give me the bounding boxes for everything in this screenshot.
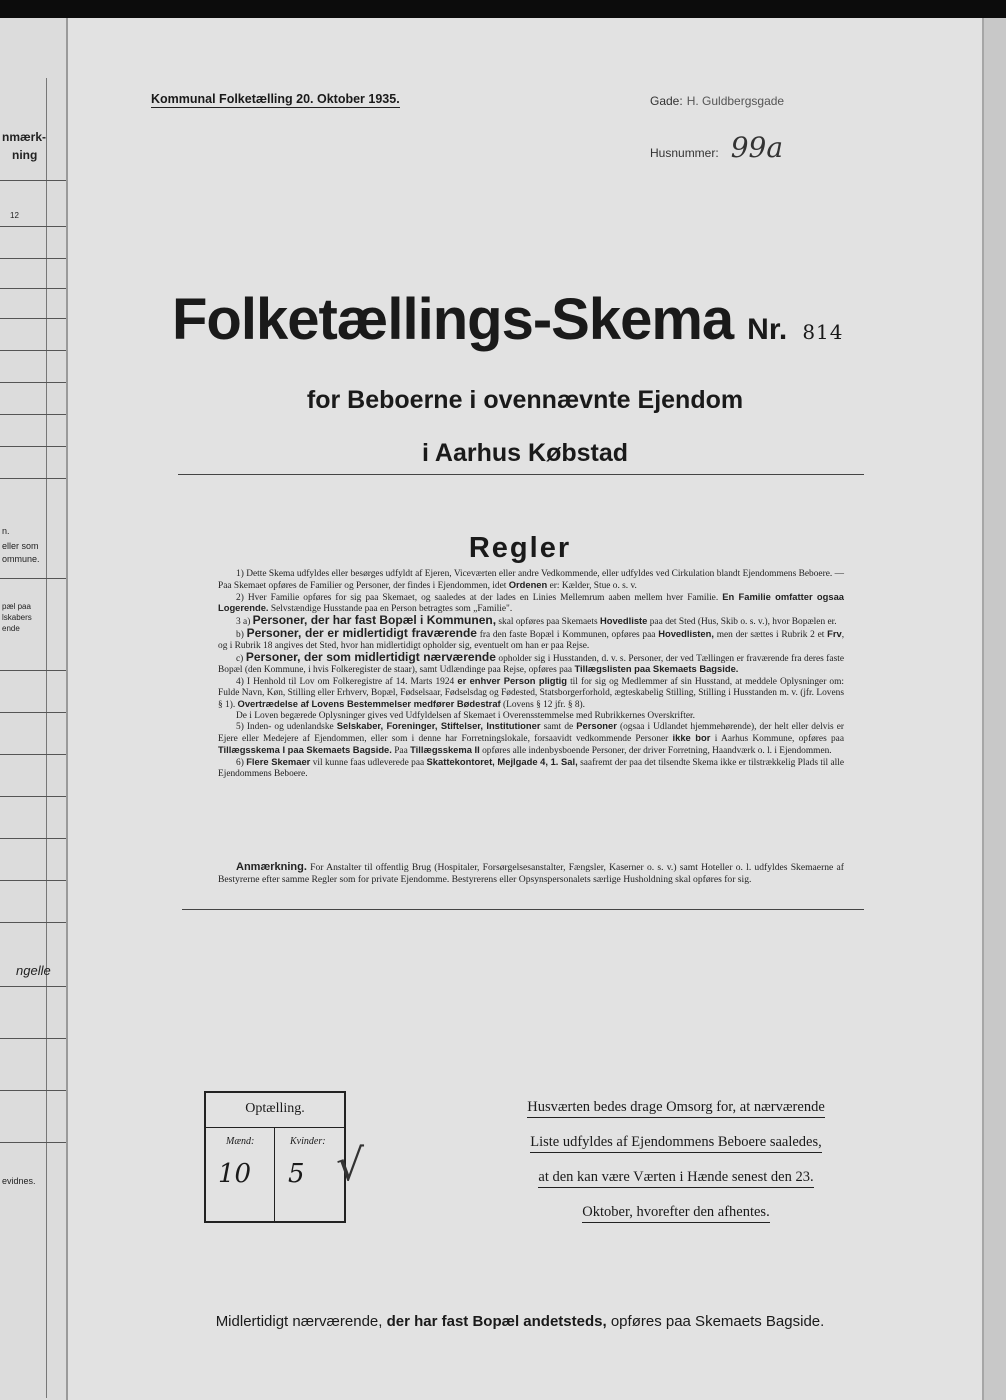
rule-text: Paa <box>394 745 408 756</box>
men-count: 10 <box>218 1159 252 1189</box>
rule-bold: En Familie omfatter ogsaa Logerende. <box>218 590 845 614</box>
left-fragment: lskabers <box>2 613 32 622</box>
rule-bold: Personer <box>576 720 617 732</box>
rule-text: er: Kælder, Stue o. s. v. <box>549 580 637 591</box>
rule-text: skal opføres paa Skemaets <box>498 617 598 628</box>
rule-text: 3 a) <box>236 617 251 628</box>
count-box-title: Optælling. <box>245 1101 305 1116</box>
rule-text: Selvstændige Husstande paa en Person betragtes som „Familie". <box>270 604 513 615</box>
rule-text: 5) Inden- og udenlandske <box>236 722 334 733</box>
notice-line-1 <box>506 1099 846 1116</box>
rule-bold: Overtrædelse af Lovens Bestemmelser medfører Bødestraf <box>237 697 501 709</box>
left-rule <box>0 382 66 383</box>
page-edge <box>982 18 1006 1400</box>
rule-text: De i Loven begærede Oplysninger gives ved Udfyldelsen af Skemaet i Overensstemmelse med Rubrikkernes Overskrifter. <box>236 710 695 721</box>
rule-bold: Tillægsskema II <box>410 743 480 755</box>
house-number-value: 99a <box>730 131 784 164</box>
left-rule <box>0 578 66 579</box>
left-rule <box>0 288 66 289</box>
men-label: Mænd: <box>226 1136 255 1147</box>
left-rule <box>0 414 66 415</box>
left-rule <box>0 180 66 181</box>
count-box <box>204 1091 346 1223</box>
left-column-number: 12 <box>10 211 19 220</box>
rule-text: samt de <box>543 722 574 733</box>
rule-bold: Selskaber, Foreninger, Stiftelser, Institutioner <box>336 720 541 732</box>
footer-bold: der har fast Bopæl andetsteds, <box>386 1313 607 1330</box>
rules-text <box>218 569 844 779</box>
left-fragment: ende <box>2 624 20 633</box>
rule-bold: Frv <box>827 627 842 639</box>
rule-bold: Hovedlisten, <box>658 627 714 639</box>
census-date-heading: Kommunal Folketælling 20. Oktober 1935. <box>151 92 400 106</box>
left-fragment: evidnes. <box>2 1176 36 1186</box>
rule-text: fra den faste Bopæl i Kommunen, opføres paa <box>479 629 656 640</box>
notice-line-2 <box>506 1134 846 1151</box>
left-rule <box>0 986 66 987</box>
rule-text: 6) <box>236 757 244 768</box>
left-fragment: eller som <box>2 541 39 551</box>
notice-line-4 <box>506 1204 846 1221</box>
rule-text: opføres alle indenbysboende Personer, der driver Forretning, Haandværk o. l. i Ejendommen. <box>482 745 832 756</box>
rule-text: b) <box>236 629 244 640</box>
rule-bold: Tillægsskema I paa Skemaets Bagside. <box>218 743 392 755</box>
left-rule <box>0 754 66 755</box>
footer-text: opføres paa Skemaets Bagside. <box>610 1313 825 1330</box>
rule-5 <box>218 721 844 756</box>
women-count: 5 <box>288 1159 305 1189</box>
rule-bold: Tillægslisten paa Skemaets Bagside. <box>574 663 739 675</box>
left-heading-line2: ning <box>12 148 38 162</box>
notice-text: Oktober, hvorefter den afhentes. <box>582 1204 769 1223</box>
left-rule <box>0 258 66 259</box>
street-field <box>650 92 784 110</box>
footer-text: Midlertidigt nærværende, <box>215 1313 383 1330</box>
left-facing-page <box>0 18 68 1400</box>
rule-bold: Personer, der har fast Bopæl i Kommunen, <box>252 613 497 628</box>
street-label: Gade: <box>650 94 683 108</box>
left-rule <box>0 838 66 839</box>
left-rule <box>0 226 66 227</box>
rule-text: (Lovens § 12 jfr. § 8). <box>503 699 586 710</box>
rule-3c <box>218 649 845 677</box>
left-fragment: n. <box>2 526 10 536</box>
rule-bold: er enhver Person pligtig <box>457 675 567 687</box>
rule-bold: Skattekontoret, Mejlgade 4, 1. Sal, <box>426 755 578 767</box>
left-rule <box>0 318 66 319</box>
left-rule <box>0 350 66 351</box>
notice-line-3 <box>506 1169 846 1186</box>
rule-text: (ogsaa i Udlandet hjemmehørende), der helt eller delvis er Ejere eller Medejere af Ejendommen, eller som i denne har Forretningslokale, forsaavidt vedkommende Personer <box>218 722 845 745</box>
rule-text: i Aarhus Kommune, opføres paa <box>714 734 845 745</box>
rule-6 <box>218 757 844 780</box>
form-number-label: Nr. <box>747 313 788 346</box>
left-handwriting: ngelle <box>16 963 51 978</box>
rule-2 <box>218 592 844 616</box>
divider <box>182 909 864 910</box>
street-value: H. Guldbergsgade <box>686 94 785 108</box>
rule-text: 4) I Henhold til Lov om Folkeregistre af 14. Marts 1924 <box>236 677 455 688</box>
rule-bold: Ordenen <box>508 578 548 590</box>
left-rule <box>0 1142 66 1143</box>
notice-text: Liste udfyldes af Ejendommens Beboere saaledes, <box>530 1134 822 1153</box>
left-rule <box>0 446 66 447</box>
rule-text: , og i Rubrik 18 angives det Sted, hvor han midlertidigt opholder sig, eventuelt om han er paa Rejse. <box>218 629 845 651</box>
rule-1 <box>218 569 844 592</box>
form-subtitle-2: i Aarhus Købstad <box>421 439 629 467</box>
remark-paragraph <box>218 861 844 886</box>
rule-bold: Personer, der som midlertidigt nærværende <box>245 649 496 664</box>
left-rule <box>0 796 66 797</box>
rule-bold: ikke bor <box>672 732 711 744</box>
rule-text: opholder sig i Husstanden, d. v. s. Personer, der ved Tællingen er fraværende fra deres faste Bopæl (den Kommune, i hvis Folkeregister de staar), samt Udlændinge paa Rejse, opføres paa <box>218 653 845 676</box>
census-form-page <box>68 18 982 1400</box>
rule-text: til for sig og Medlemmer af sin Husstand, at meddele Oplysninger om: Fulde Navn, Køn, Stilling eller Erhverv, Bopæl, Fødselsaar, Fødselsdag og Fødested, Statsborgerforhold, ægteskabelig Stilling, Stilling i Husstanden m. v. (jfr. Lovens § 1). <box>218 677 845 710</box>
form-subtitle-1: for Beboerne i ovennævnte Ejendom <box>306 386 744 414</box>
house-number-label: Husnummer: <box>650 146 719 160</box>
left-rule <box>0 670 66 671</box>
remark-label: Anmærkning. <box>236 861 307 873</box>
rule-4 <box>218 676 844 710</box>
notice-text: at den kan være Værten i Hænde senest den 23. <box>538 1169 813 1188</box>
rule-text: men der sættes i Rubrik 2 et <box>716 629 825 640</box>
form-title <box>172 286 942 353</box>
rule-3b <box>218 625 845 652</box>
rule-text: c) <box>236 653 244 664</box>
rule-text: 1) Dette Skema udfyldes eller besørges udfyldt af Ejeren, Viceværten eller andre Vedkommende, eller udfyldes ved Cirkulation blandt Ejendommens Beboere. — Paa Skemaet opføres de Familier og Personer, der findes i Ejendommen, idet <box>218 569 844 591</box>
checkmark-icon: √ <box>336 1140 365 1191</box>
house-number-field <box>650 131 783 164</box>
left-rule <box>0 880 66 881</box>
left-fragment: pæl paa <box>2 602 31 611</box>
remark-text: For Anstalter til offentlig Brug (Hospitaler, Forsørgelsesanstalter, Fængsler, Kaserner o. s. v.) samt Hoteller o. l. udfyldes Skemaerne af Bestyrerne efter samme Regler som for private Ejendomme. Bestyrerens eller Opsynspersonalets særlige Husholdning skal opføres for sig. <box>218 862 844 885</box>
rule-text: paa det Sted (Hus, Skib o. s. v.), hvor Bopælen er. <box>649 617 837 628</box>
left-rule <box>0 1038 66 1039</box>
count-box-separator <box>274 1127 275 1221</box>
left-rule <box>0 922 66 923</box>
rule-text: saafremt der paa det tilsendte Skema ikke er tilstrækkelig Plads til alle Ejendommens Beboere. <box>218 757 845 779</box>
left-rule <box>0 478 66 479</box>
rules-heading: Regler <box>468 532 572 564</box>
women-label: Kvinder: <box>290 1136 326 1147</box>
rule-text: vil kunne faas udleverede paa <box>312 757 425 768</box>
rule-bold: Personer, der er midlertidigt fraværende <box>246 625 477 640</box>
form-number-value: 814 <box>802 320 844 344</box>
left-fragment: ommune. <box>2 554 40 564</box>
rule-bold: Hovedliste <box>599 615 648 627</box>
footer-note <box>68 1313 972 1330</box>
form-title-main: Folketællings-Skema <box>172 287 734 352</box>
left-rule <box>0 712 66 713</box>
column-divider <box>46 78 47 1398</box>
rule-bold: Flere Skemaer <box>246 755 311 767</box>
left-rule <box>0 1090 66 1091</box>
rule-text: 2) Hver Familie opføres for sig paa Skemaet, og saaledes at der lades en Linies Mellemrum aaben mellem hver Familie. <box>236 592 719 603</box>
divider <box>178 474 864 475</box>
notice-text: Husværten bedes drage Omsorg for, at nærværende <box>527 1099 825 1118</box>
left-heading-line1: nmærk- <box>2 130 47 144</box>
